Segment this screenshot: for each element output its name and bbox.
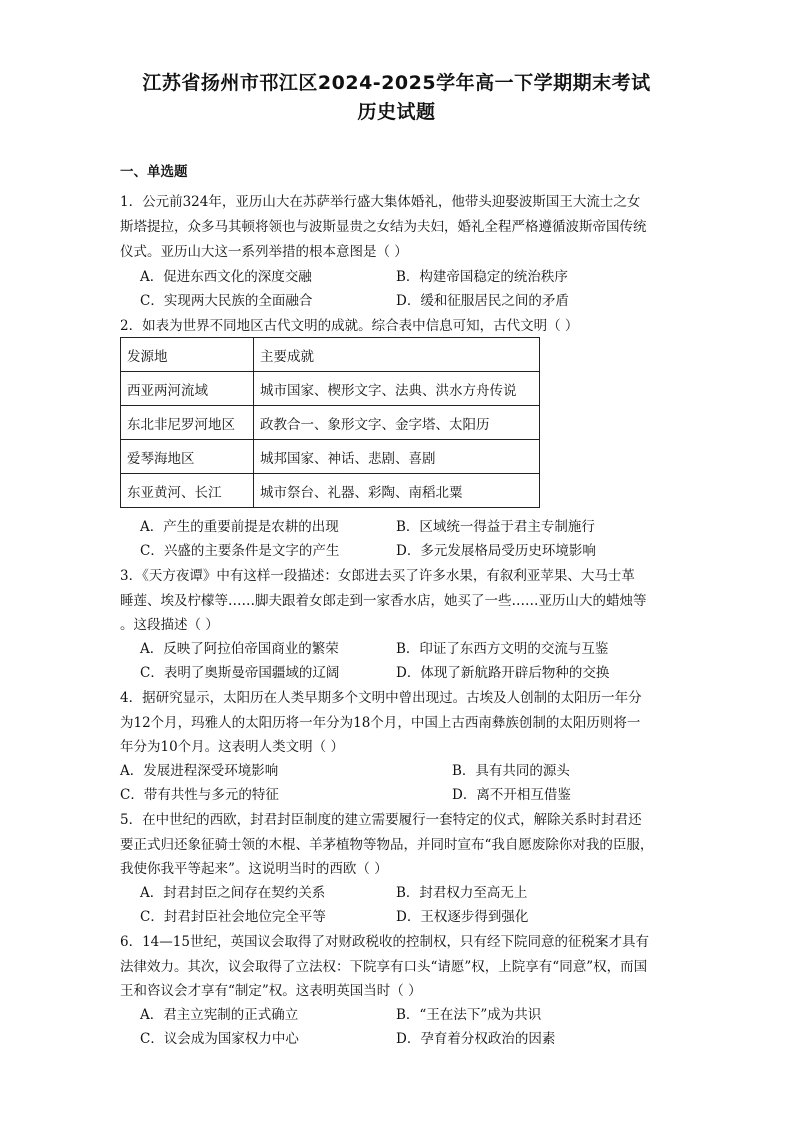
section-heading: 一、单选题 xyxy=(120,164,188,180)
q2-option-a: A．产生的重要前提是农耕的出现 xyxy=(140,519,339,535)
q4-option-a: A．发展进程深受环境影响 xyxy=(120,763,279,779)
q5-option-c: C．封君封臣社会地位完全平等 xyxy=(140,909,326,925)
q5-option-b: B．封君权力至高无上 xyxy=(396,885,528,901)
q6-text: 6．14—15世纪，英国议会取得了对财政税收的控制权，只有经下院同意的征税案才具有 xyxy=(120,934,649,950)
table-cell: 城市国家、楔形文字、法典、洪水方舟传说 xyxy=(254,372,540,406)
q1-option-c: C．实现两大民族的全面融合 xyxy=(140,293,313,309)
q5-option-d: D．王权逐步得到强化 xyxy=(396,909,529,925)
table-header-cell: 主要成就 xyxy=(254,338,540,372)
q4-text: 为12个月，玛雅人的太阳历将一年分为18个月，中国上古西南彝族创制的太阳历则将一 xyxy=(120,715,641,731)
q3-option-c: C．表明了奥斯曼帝国疆域的辽阔 xyxy=(140,665,340,681)
table-row xyxy=(121,474,540,508)
q1-text: 仪式。亚历山大这一系列举措的根本意图是（ ） xyxy=(120,244,408,260)
q6-option-d: D．孕育着分权政治的因素 xyxy=(396,1031,556,1047)
table-cell: 爱琴海地区 xyxy=(121,440,254,474)
q3-text: 。这段描述（ ） xyxy=(120,617,219,633)
table-cell: 政教合一、象形文字、金字塔、太阳历 xyxy=(254,406,540,440)
q1-option-b: B．构建帝国稳定的统治秩序 xyxy=(396,269,568,285)
table-cell: 城邦国家、神话、悲剧、喜剧 xyxy=(254,440,540,474)
q4-option-b: B．具有共同的源头 xyxy=(452,763,570,779)
q6-text: 王和咨议会才享有“制定”权。这表明英国当时（ ） xyxy=(120,983,422,999)
q3-text: 睡莲、埃及柠檬等……脚夫跟着女郎走到一家香水店，她买了一些……亚历山大的蜡烛等 xyxy=(120,593,647,609)
table-header-cell: 发源地 xyxy=(121,338,254,372)
q6-option-a: A．君主立宪制的正式确立 xyxy=(140,1007,299,1023)
q1-option-d: D．缓和征服居民之间的矛盾 xyxy=(396,293,569,309)
q5-text: 5．在中世纪的西欧，封君封臣制度的建立需要履行一套特定的仪式，解除关系时封君还 xyxy=(120,812,642,828)
table-cell: 城市祭台、礼器、彩陶、南稻北粟 xyxy=(254,474,540,508)
q4-text: 4．据研究显示，太阳历在人类早期多个文明中曾出现过。古埃及人创制的太阳历一年分 xyxy=(120,690,642,706)
civilization-table xyxy=(120,337,540,508)
q3-option-d: D．体现了新航路开辟后物种的交换 xyxy=(396,665,610,681)
table-row xyxy=(121,372,540,406)
table-cell: 西亚两河流域 xyxy=(121,372,254,406)
table-cell: 东亚黄河、长江 xyxy=(121,474,254,508)
table-row xyxy=(121,406,540,440)
table-row xyxy=(121,440,540,474)
q5-text: 我使你我平等起来”。这说明当时的西欧（ ） xyxy=(120,861,388,877)
q6-option-c: C．议会成为国家权力中心 xyxy=(140,1031,299,1047)
q1-text: 斯塔提拉，众多马其顿将领也与波斯显贵之女结为夫妇，婚礼全程严格遵循波斯帝国传统 xyxy=(120,219,647,235)
q1-text: 1．公元前324年，亚历山大在苏萨举行盛大集体婚礼，他带头迎娶波斯国王大流士之女 xyxy=(120,194,641,210)
q1-option-a: A．促进东西文化的深度交融 xyxy=(140,269,312,285)
q4-option-d: D．离不开相互借鉴 xyxy=(452,787,571,803)
table-header-row xyxy=(121,338,540,372)
q3-option-a: A．反映了阿拉伯帝国商业的繁荣 xyxy=(140,641,339,657)
q2-text: 2．如表为世界不同地区古代文明的成就。综合表中信息可知，古代文明（ ） xyxy=(120,318,579,334)
q2-option-d: D．多元发展格局受历史环境影响 xyxy=(396,543,596,559)
q6-text: 法律效力。其次，议会取得了立法权：下院享有口头“请愿”权，上院享有“同意”权，而国 xyxy=(120,959,648,975)
q2-option-c: C．兴盛的主要条件是文字的产生 xyxy=(140,543,340,559)
q6-option-b: B．“王在法下”成为共识 xyxy=(396,1007,542,1023)
table-cell: 东北非尼罗河地区 xyxy=(121,406,254,440)
q5-text: 要正式归还象征骑士领的木棍、羊茅植物等物品，并同时宣布“我自愿废除你对我的臣服， xyxy=(120,837,654,853)
q4-option-c: C．带有共性与多元的特征 xyxy=(120,787,279,803)
q4-text: 年分为10个月。这表明人类文明（ ） xyxy=(120,739,344,755)
q2-option-b: B．区域统一得益于君主专制施行 xyxy=(396,519,595,535)
q5-option-a: A．封君封臣之间存在契约关系 xyxy=(140,885,326,901)
exam-title-line2: 历史试题 xyxy=(357,101,436,123)
exam-title-line1: 江苏省扬州市邗江区2024-2025学年高一下学期期末考试 xyxy=(142,72,651,94)
q3-text: 3．《天方夜谭》中有这样一段描述：女郎进去买了许多水果，有叙利亚苹果、大马士革 xyxy=(120,568,635,584)
q3-option-b: B．印证了东西方文明的交流与互鉴 xyxy=(396,641,609,657)
